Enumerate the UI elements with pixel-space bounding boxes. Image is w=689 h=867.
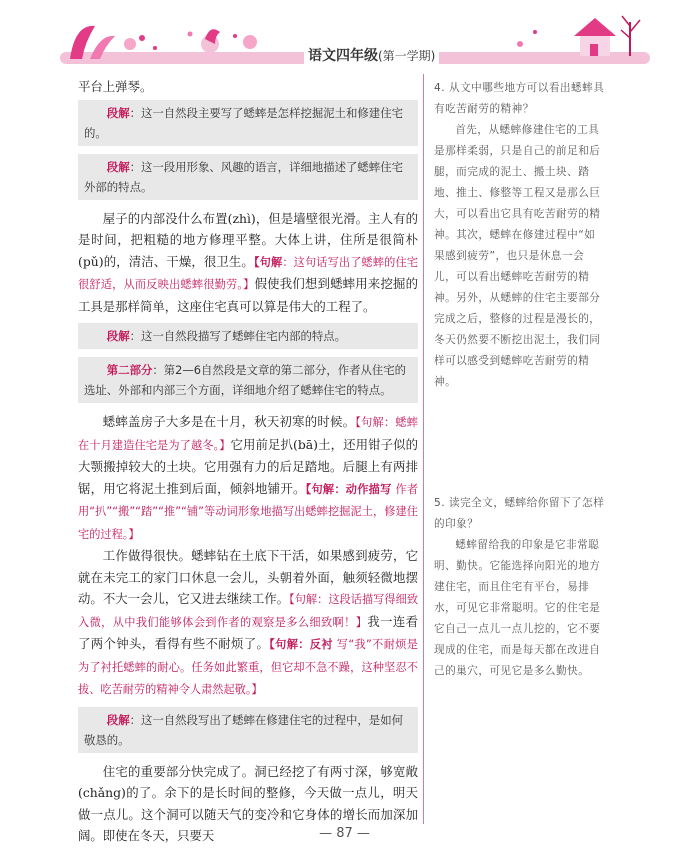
paragraph: 平台上弹琴。 [78,79,153,94]
page-title: 语文四年级(第一学期) [304,45,439,65]
paragraph-note: 段解：这一段用形象、风趣的语言，详细地描述了蟋蟀住宅外部的特点。 [78,154,418,200]
question-5: 5. 读完全文，蟋蟀给你留下了怎样的印象？ [434,497,605,530]
sentence-annotation: 【句解：反衬 写“我”不耐烦是为了衬托蟋蟀的耐心。任务如此繁重，但它却不急不躁，这种坚忍不拔、吃苦耐劳的精神令人肃然起敬。】 [78,638,418,696]
sentence-annotation: 【句解：动作描写 作者用“扒”“搬”“踏”“推”“铺”等动词形象地描写出蟋蟀挖掘泥土，修建住宅的过程。】 [78,482,419,541]
sentence-annotation: 【句解：这句话写出了蟋蟀的住宅很舒适，从而反映出蟋蟀很勤劳。】 [78,255,418,291]
sentence-annotation: 【句解：蟋蟀在十月建造住宅是为了越冬。】 [78,416,418,452]
paragraph-note: 段解：这一自然段描写了蟋蟀住宅内部的特点。 [78,323,418,349]
paragraph: 屋子的内部没什么布置(zhì)，但是墙壁很光滑。主人有的是时间，把粗糙的地方修理平整。大体上讲，住所是很简朴(pǔ)的，清洁、干燥，很卫生。【句解：这句话写出了蟋蟀的住宅很舒适，从而反映出蟋蟀很勤劳。】假使我们想到蟋蟀用来挖掘的工具是那样简单，这座住宅真可以算是伟大的工程了。 [78,210,419,314]
answer-4: 首先，从蟋蟀修建住宅的工具是那样柔弱，只是自己的前足和后腿，而完成的泥土、搬土块、踏地、推土、修整等工程又是那么巨大，可以看出它具有吃苦耐劳的精神。其次，蟋蟀在修建过程中“如果感到疲劳”，也只是休息一会儿，可以看出蟋蟀吃苦耐劳的精神。另外，从蟋蟀的住宅主要部分完成之后，整修的过程是漫长的，冬天仍然要不断挖出泥土，我们同样可以感受到蟋蟀吃苦耐劳的精神。 [434,124,601,388]
sentence-annotation: 【句解：这段话描写得细致入微，从中我们能够体会到作者的观察是多么细致啊！】 [78,593,419,629]
paragraph: 蟋蟀盖房子大多是在十月，秋天初寒的时候。【句解：蟋蟀在十月建造住宅是为了越冬。】它用前足扒(bā)土，还用钳子似的大颚搬掉较大的土块。它用强有力的后足踏地。后腿上有两排锯，用它将泥土推到后面，倾斜地铺开。【句解：动作描写 作者用“扒”“搬”“踏”“推”“铺”等动词形象地描写出蟋蟀挖掘泥土，修建住宅的过程。】 [78,414,419,541]
paragraph-note: 段解：这一自然段写出了蟋蟀在修建住宅的过程中，是如何敬恳的。 [78,707,418,753]
question-4: 4. 从文中哪些地方可以看出蟋蟀具有吃苦耐劳的精神？ [434,82,605,115]
paragraph: 住宅的重要部分快完成了。洞已经挖了有两寸深，够宽敞(chǎng)的了。余下的是长时间的整修，今天做一点儿，明天做一点儿。这个洞可以随天气的变冷和它身体的增长而加深加阔。即使在冬天，只要天 [78,763,418,843]
paragraph: 工作做得很快。蟋蟀钻在土底下干活，如果感到疲劳，它就在未完工的家门口休息一会儿，头朝着外面，触须轻微地摆动。不大一会儿，它又进去继续工作。【句解：这段话描写得细致入微，从中我们能够体会到作者的观察是多么细致啊！】我一连看了两个钟头，看得有些不耐烦了。【句解：反衬 写“我”不耐烦是为了衬托蟋蟀的耐心。任务如此繁重，但它却不急不躁，这种坚忍不拔、吃苦耐劳的精神令人肃然起敬。】 [78,548,419,696]
section-note: 第二部分：第2—6自然段是文章的第二部分，作者从住宅的选址、外部和内部三个方面，详细地介绍了蟋蟀住宅的特点。 [78,357,418,403]
house-tree-decoration-icon [500,12,650,68]
floral-decoration-icon [60,14,260,64]
page-header [60,12,650,74]
page-number: — 87 — [319,826,370,841]
question-sidebar [423,74,612,824]
paragraph-note: 段解：这一自然段主要写了蟋蟀是怎样挖掘泥土和修建住宅的。 [78,100,418,146]
main-text-column [78,76,418,847]
answer-5: 蟋蟀留给我的印象是它非常聪明、勤快。它能选择向阳光的地方建住宅，而且住宅有平台，易排水，可见它非常聪明。它的住宅是它自己一点儿一点儿挖的，它不要现成的住宅，而是每天都在改进自己的巢穴，可见它是多么勤快。 [434,539,601,677]
